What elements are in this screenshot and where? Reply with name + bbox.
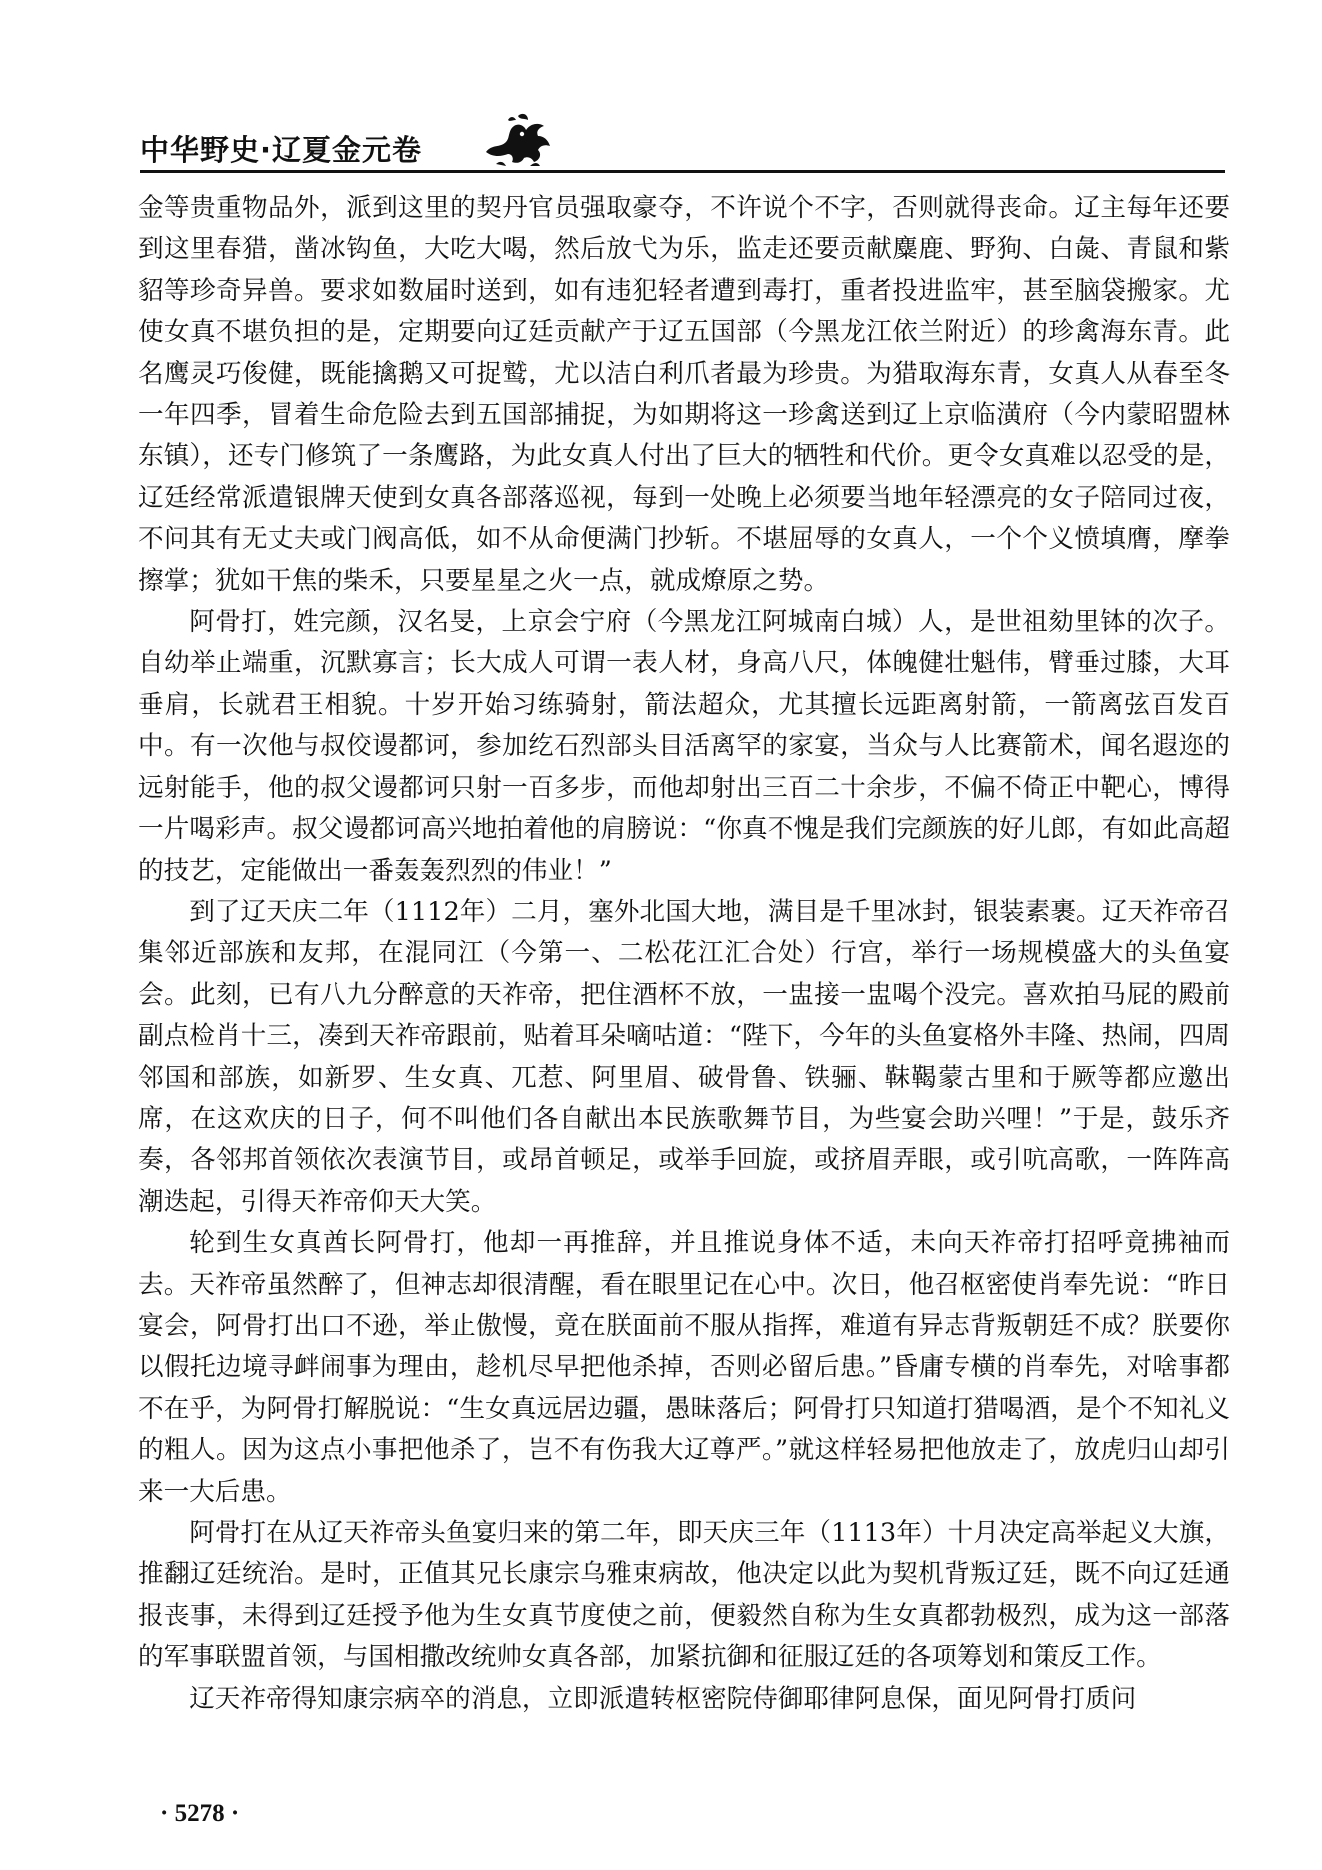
running-header [140,108,1225,170]
paragraph: 辽天祚帝得知康宗病卒的消息，立即派遣转枢密院侍御耶律阿息保，面见阿骨打质问 [189,1683,1137,1714]
dragon-emblem-icon [478,108,558,168]
book-title: 中华野史·辽夏金元卷 [140,133,423,167]
paragraph: 阿骨打，姓完颜，汉名旻，上京会宁府（今黑龙江阿城南白城）人，是世祖劾里钵的次子。自幼举止端重，沉默寡言；长大成人可谓一表人材，身高八尺，体魄健壮魁伟，臂垂过膝，大耳垂肩，长就君王相貌。十岁开始习练骑射，箭法超众，尤其擅长远距离射箭，一箭离弦百发百中。有一次他与叔佼谩都诃，参加纥石烈部头目活离罕的家宴，当众与人比赛箭术，闻名遐迩的远射能手，他的叔父谩都诃只射一百多步，而他却射出三百二十余步，不偏不倚正中靶心，博得一片喝彩声。叔父谩都诃高兴地拍着他的肩膀说：“你真不愧是我们完颜族的好儿郎，有如此高超的技艺，定能做出一番轰轰烈烈的伟业！” [138,607,1230,886]
main-text [138,188,1230,1720]
page-number: · 5278 · [160,1800,240,1827]
paragraph: 阿骨打在从辽天祚帝头鱼宴归来的第二年，即天庆三年（1113年）十月决定高举起义大旗，推翻辽廷统治。是时，正值其兄长康宗乌雅束病故，他决定以此为契机背叛辽廷，既不向辽廷通报丧事，未得到辽廷授予他为生女真节度使之前，便毅然自称为生女真都勃极烈，成为这一部落的军事联盟首领，与国相撒改统帅女真各部，加紧抗御和征服辽廷的各项筹划和策反工作。 [138,1518,1230,1673]
paragraph: 到了辽天庆二年（1112年）二月，塞外北国大地，满目是千里冰封，银装素裹。辽天祚帝召集邻近部族和友邦，在混同江（今第一、二松花江汇合处）行宫，举行一场规模盛大的头鱼宴会。此刻，已有八九分醉意的天祚帝，把住酒杯不放，一盅接一盅喝个没完。喜欢拍马屁的殿前副点检肖十三，凑到天祚帝跟前，贴着耳朵嘀咕道：“陛下，今年的头鱼宴格外丰隆、热闹，四周邻国和部族，如新罗、生女真、兀惹、阿里眉、破骨鲁、铁骊、靺鞨蒙古里和于厥等都应邀出席，在这欢庆的日子，何不叫他们各自献出本民族歌舞节目，为些宴会助兴哩！”于是，鼓乐齐奏，各邻邦首领依次表演节目，或昂首顿足，或举手回旋，或挤眉弄眼，或引吭高歌，一阵阵高潮迭起，引得天祚帝仰天大笑。 [138,896,1230,1217]
header-rule [140,170,1225,173]
paragraph: 轮到生女真酋长阿骨打，他却一再推辞，并且推说身体不适，未向天祚帝打招呼竟拂袖而去。天祚帝虽然醉了，但神志却很清醒，看在眼里记在心中。次日，他召枢密使肖奉先说：“昨日宴会，阿骨打出口不逊，举止傲慢，竟在朕面前不服从指挥，难道有异志背叛朝廷不成？朕要你以假托边境寻衅闹事为理由，趁机尽早把他杀掉，否则必留后患。”昏庸专横的肖奉先，对啥事都不在乎，为阿骨打解脱说：“生女真远居边疆，愚昧落后；阿骨打只知道打猎喝酒，是个不知礼义的粗人。因为这点小事把他杀了，岂不有伤我大辽尊严。”就这样轻易把他放走了，放虎归山却引来一大后患。 [138,1228,1230,1507]
paragraph: 金等贵重物品外，派到这里的契丹官员强取豪夺，不许说个不字，否则就得丧命。辽主每年还要到这里春猎，凿冰钩鱼，大吃大喝，然后放弋为乐，监走还要贡献麋鹿、野狗、白彘、青鼠和紫貂等珍奇异兽。要求如数届时送到，如有违犯轻者遭到毒打，重者投进监牢，甚至脑袋搬家。尤使女真不堪负担的是，定期要向辽廷贡献产于辽五国部（今黑龙江依兰附近）的珍禽海东青。此名鹰灵巧俊健，既能擒鹅又可捉鹫，尤以洁白利爪者最为珍贵。为猎取海东青，女真人从春至冬一年四季，冒着生命危险去到五国部捕捉，为如期将这一珍禽送到辽上京临潢府（今内蒙昭盟林东镇），还专门修筑了一条鹰路，为此女真人付出了巨大的牺牲和代价。更令女真难以忍受的是，辽廷经常派遣银牌天使到女真各部落巡视，每到一处晚上必须要当地年轻漂亮的女子陪同过夜，不问其有无丈夫或门阀高低，如不从命便满门抄斩。不堪屈辱的女真人，一个个义愤填膺，摩拳擦掌；犹如干焦的柴禾，只要星星之火一点，就成燎原之势。 [138,193,1230,596]
